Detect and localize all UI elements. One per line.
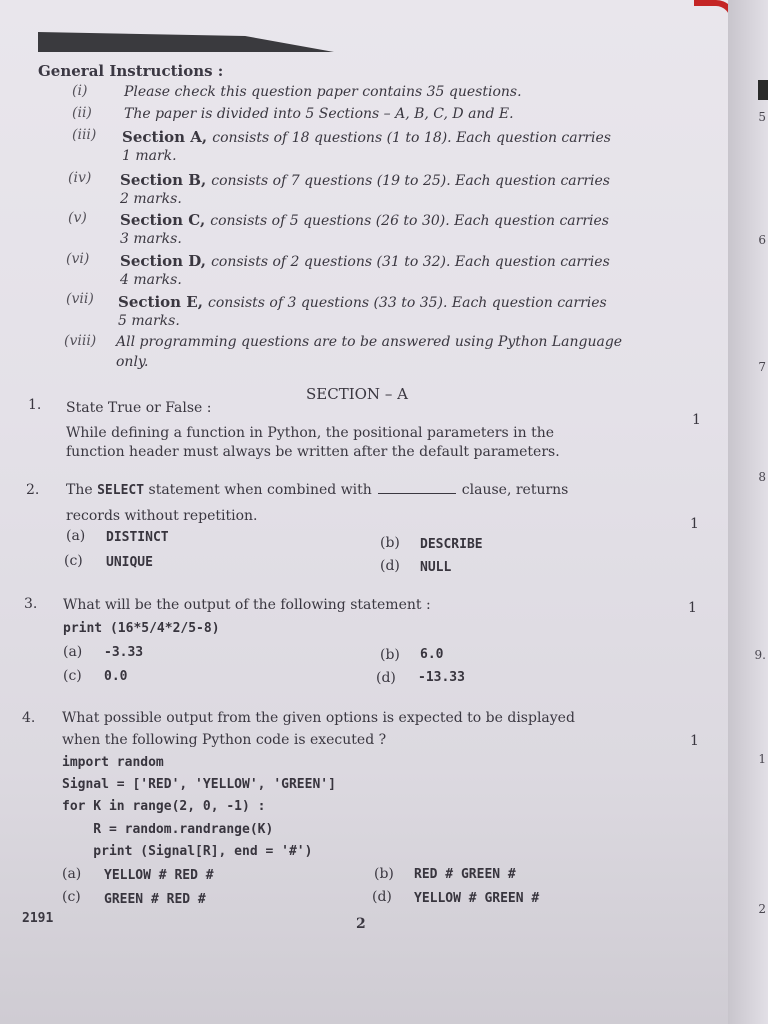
- option-label: (c): [63, 668, 82, 684]
- section-label: Section B,: [120, 171, 207, 189]
- instruction-num: (ii): [72, 105, 92, 121]
- option-label: (b): [380, 647, 400, 663]
- question-number: 2.: [26, 482, 40, 498]
- instruction-text: All programming questions are to be answered using Python Language: [116, 334, 623, 350]
- option-label: (d): [380, 558, 400, 574]
- instruction-num: (viii): [64, 333, 97, 349]
- option-label: (b): [374, 866, 394, 882]
- option-a: -3.33: [104, 645, 144, 660]
- question-text: State True or False :: [66, 400, 212, 416]
- instruction-num: (i): [72, 83, 88, 99]
- instruction-line: [122, 127, 611, 146]
- header-banner: [38, 32, 334, 52]
- edge-number: 7: [758, 360, 766, 374]
- code-line: import random: [62, 755, 164, 770]
- code-line: R = random.randrange(K): [62, 822, 274, 837]
- section-label: Section C,: [120, 211, 206, 229]
- question-text: records without repetition.: [66, 508, 258, 524]
- question-number: 4.: [22, 710, 36, 726]
- code-line: Signal = ['RED', 'YELLOW', 'GREEN']: [62, 777, 336, 792]
- option-label: (a): [63, 644, 83, 660]
- edge-number: 5: [758, 110, 766, 124]
- instruction-text: Please check this question paper contains 35 questions.: [124, 84, 522, 100]
- question-marks: 1: [688, 600, 697, 616]
- instruction-num: (iii): [72, 127, 97, 143]
- section-heading: SECTION – A: [306, 385, 408, 403]
- option-a: DISTINCT: [106, 530, 169, 545]
- instruction-line: [120, 210, 609, 229]
- instruction-text: consists of 18 questions (1 to 18). Each question carries: [212, 130, 611, 146]
- option-c: 0.0: [104, 669, 128, 684]
- instruction-text: consists of 2 questions (31 to 32). Each question carries: [211, 254, 610, 270]
- question-text: While defining a function in Python, the positional parameters in the: [66, 425, 554, 441]
- code-line: for K in range(2, 0, -1) :: [62, 799, 266, 814]
- question-marks: 1: [690, 516, 699, 532]
- sql-keyword: SELECT: [97, 483, 145, 498]
- instruction-line: [120, 251, 610, 270]
- section-label: Section E,: [118, 293, 203, 311]
- instruction-num: (vi): [66, 251, 90, 267]
- section-label: Section D,: [120, 252, 206, 270]
- question-text: function header must always be written after the default parameters.: [66, 444, 560, 460]
- edge-number: 1: [758, 752, 766, 766]
- option-label: (a): [62, 866, 82, 882]
- option-label: (b): [380, 535, 400, 551]
- instructions-title: General Instructions :: [38, 62, 224, 80]
- option-d: YELLOW # GREEN #: [414, 891, 540, 906]
- option-label: (c): [64, 553, 83, 569]
- question-text: clause, returns: [461, 482, 569, 498]
- option-d: NULL: [420, 560, 452, 575]
- option-c: GREEN # RED #: [104, 892, 206, 907]
- instruction-text: 2 marks.: [120, 191, 182, 207]
- option-label: (d): [376, 670, 396, 686]
- code-line: print (Signal[R], end = '#'): [62, 844, 313, 859]
- question-text: What possible output from the given options is expected to be displayed: [62, 710, 575, 726]
- option-a: YELLOW # RED #: [104, 868, 214, 883]
- answer-blank: [378, 493, 456, 494]
- question-text: What will be the output of the following statement :: [63, 597, 431, 613]
- option-b: RED # GREEN #: [414, 867, 516, 882]
- edge-number: 8: [758, 470, 766, 484]
- option-label: (c): [62, 889, 81, 905]
- adjacent-page-edge: [728, 0, 768, 1024]
- instruction-text: 1 mark.: [122, 148, 177, 164]
- instruction-num: (iv): [68, 170, 92, 186]
- instruction-text: The paper is divided into 5 Sections – A, B, C, D and E.: [124, 106, 514, 122]
- instruction-text: 3 marks.: [120, 231, 182, 247]
- section-label: Section A,: [122, 128, 208, 146]
- option-c: UNIQUE: [106, 555, 153, 570]
- instruction-line: [120, 170, 610, 189]
- instruction-num: (vii): [66, 291, 94, 307]
- question-marks: 1: [692, 412, 701, 428]
- instruction-text: only.: [116, 354, 149, 370]
- red-corner-mark: [694, 0, 728, 28]
- edge-number: 2: [758, 902, 766, 916]
- binding-tab: [758, 80, 768, 100]
- option-d: -13.33: [418, 670, 465, 685]
- code-statement: print (16*5/4*2/5-8): [63, 621, 220, 636]
- instruction-text: 4 marks.: [120, 272, 182, 288]
- instruction-text: 5 marks.: [118, 313, 180, 329]
- option-label: (a): [66, 528, 86, 544]
- option-b: DESCRIBE: [420, 537, 483, 552]
- question-text: when the following Python code is executed ?: [62, 732, 387, 748]
- question-number: 1.: [28, 397, 42, 413]
- instruction-text: consists of 7 questions (19 to 25). Each question carries: [211, 173, 610, 189]
- edge-number: 6: [758, 233, 766, 247]
- page-number: 2: [356, 916, 366, 932]
- question-marks: 1: [690, 733, 699, 749]
- question-text: The: [66, 482, 93, 498]
- edge-number: 9.: [754, 648, 766, 662]
- question-number: 3.: [24, 596, 38, 612]
- question-line: [66, 482, 568, 498]
- option-label: (d): [372, 889, 392, 905]
- option-b: 6.0: [420, 647, 444, 662]
- instruction-line: [118, 292, 607, 311]
- instruction-num: (v): [68, 210, 87, 226]
- instruction-text: consists of 3 questions (33 to 35). Each question carries: [208, 295, 607, 311]
- instruction-text: consists of 5 questions (26 to 30). Each question carries: [210, 213, 609, 229]
- paper-code: 2191: [22, 911, 54, 926]
- question-text: statement when combined with: [148, 482, 372, 498]
